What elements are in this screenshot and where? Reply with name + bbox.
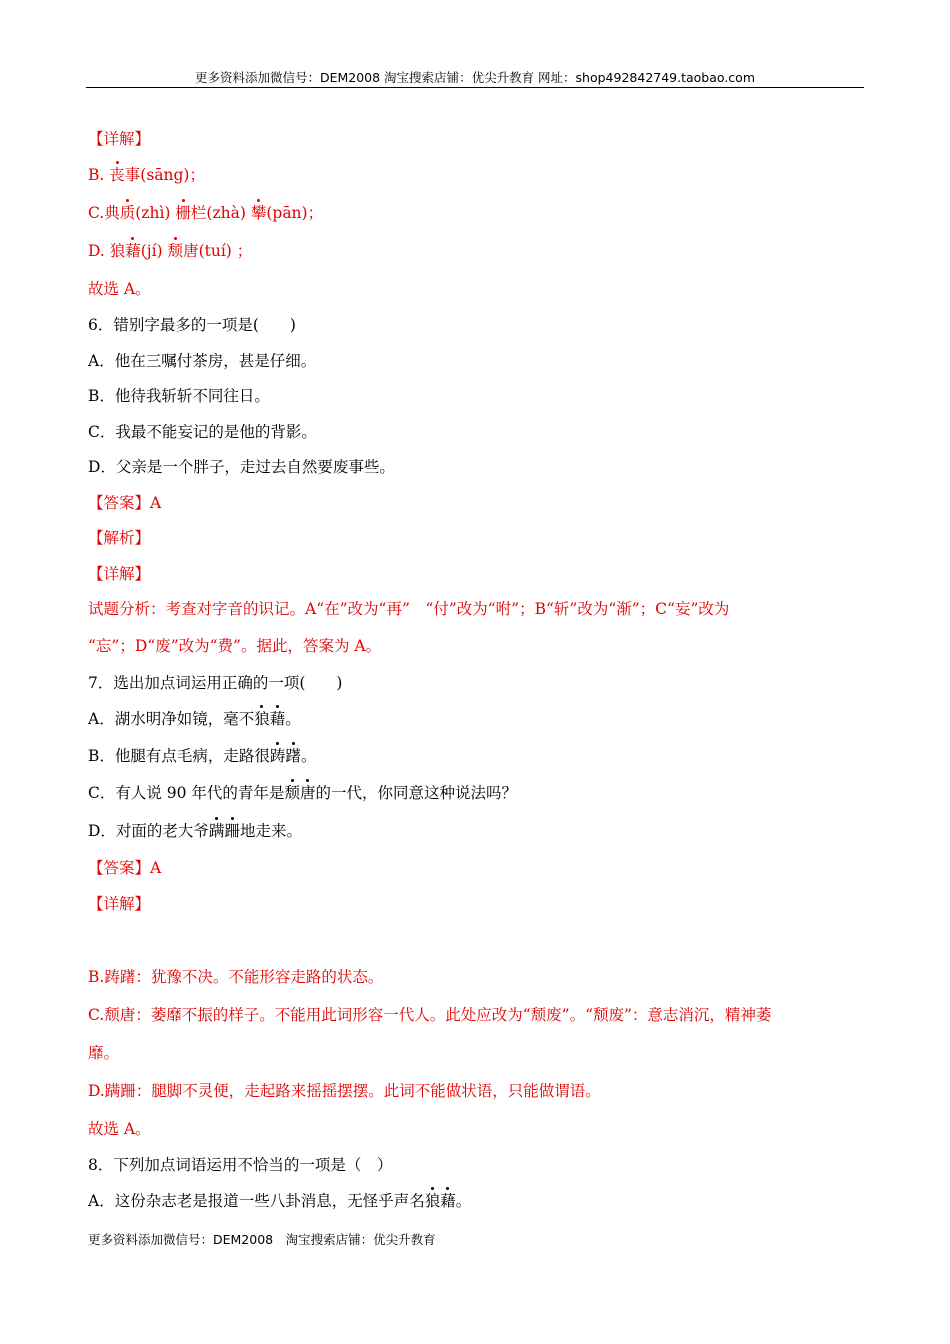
dotted-char: 蹒 (208, 822, 225, 840)
detail-option-b: B. 丧事(sāng)； (88, 166, 205, 184)
question-7-explanation-c-line-1: C.颓唐：萎靡不振的样子。不能用此词形容一代人。此处应改为“颓废”。“颓废”：意志消沉，精神萎 (88, 1006, 772, 1024)
dotted-char: 藉 (440, 1192, 456, 1210)
question-7-option-b: B．他腿有点毛病，走路很踌躇。 (88, 747, 317, 765)
question-6-explanation-line-1: 试题分析：考查对字音的识记。A“在”改为“再” “付”改为“咐”；B“斩”改为“渐”；C“妄”改为 (88, 600, 730, 618)
header-divider (86, 87, 864, 88)
dotted-char: 藉 (125, 242, 141, 260)
question-6-option-c: C．我最不能妄记的是他的背影。 (88, 423, 317, 441)
detail-conclusion: 故选 A。 (88, 280, 151, 298)
question-7-explanation-c-line-2: 靡。 (88, 1044, 120, 1062)
question-8-option-a: A．这份杂志老是报道一些八卦消息，无怪乎声名狼藉。 (88, 1192, 472, 1210)
question-6-option-a: A．他在三嘱付茶房，甚是仔细。 (88, 352, 317, 370)
page-header: 更多资料添加微信号：DEM2008 淘宝搜索店铺：优尖升教育 网址：shop492842749.taobao.com (194, 70, 756, 85)
dotted-char: 颓 (284, 784, 300, 802)
dotted-char: 狼 (254, 710, 270, 728)
dotted-char: 唐 (299, 784, 316, 802)
question-7-option-a: A．湖水明净如镜，毫不狼藉。 (88, 710, 301, 728)
question-7-conclusion: 故选 A。 (88, 1120, 151, 1138)
detail-option-c: C.典质(zhì) 栅栏(zhà) 攀(pān)； (88, 204, 324, 222)
question-7-stem: 7．选出加点词运用正确的一项( ) (88, 674, 343, 692)
dotted-char: 跚 (224, 822, 240, 840)
question-7-detail-label: 【详解】 (88, 895, 151, 913)
question-7-option-c: C．有人说 90 年代的青年是颓唐的一代，你同意这种说法吗？ (88, 784, 517, 802)
question-7-answer: 【答案】A (88, 859, 162, 877)
question-6-analysis-label: 【解析】 (88, 529, 151, 547)
question-8-stem: 8．下列加点词语运用不恰当的一项是（ ） (88, 1156, 393, 1174)
question-6-explanation-line-2: “忘”；D“废”改为“费”。据此，答案为 A。 (88, 637, 382, 655)
question-6-detail-label: 【详解】 (88, 565, 151, 583)
detail-label: 【详解】 (88, 130, 151, 148)
question-6-answer: 【答案】A (88, 494, 162, 512)
question-6-option-d: D．父亲是一个胖子，走过去自然要废事些。 (88, 458, 395, 476)
dotted-char: 质 (119, 204, 136, 222)
dotted-char: 丧 (109, 166, 125, 184)
dotted-char: 栅 (175, 204, 191, 222)
detail-option-d: D. 狼藉(jí) 颓唐(tuí) ； (88, 242, 253, 260)
question-6-stem: 6．错别字最多的一项是( ) (88, 316, 296, 334)
question-7-option-d: D．对面的老大爷蹒跚地走来。 (88, 822, 302, 840)
dotted-char: 躇 (285, 747, 301, 765)
dotted-char: 颓 (167, 242, 184, 260)
question-6-option-b: B．他待我斩斩不同往日。 (88, 387, 270, 405)
dotted-char: 藉 (269, 710, 286, 728)
question-7-explanation-d: D.蹒跚：腿脚不灵便，走起路来摇摇摆摆。此词不能做状语，只能做谓语。 (88, 1082, 601, 1100)
question-7-explanation-b: B.踌躇：犹豫不决。不能形容走路的状态。 (88, 968, 384, 986)
dotted-char: 踌 (269, 747, 286, 765)
dotted-char: 攀 (250, 204, 267, 222)
dotted-char: 狼 (424, 1192, 441, 1210)
page-footer: 更多资料添加微信号：DEM2008 淘宝搜索店铺：优尖升教育 (88, 1232, 436, 1247)
